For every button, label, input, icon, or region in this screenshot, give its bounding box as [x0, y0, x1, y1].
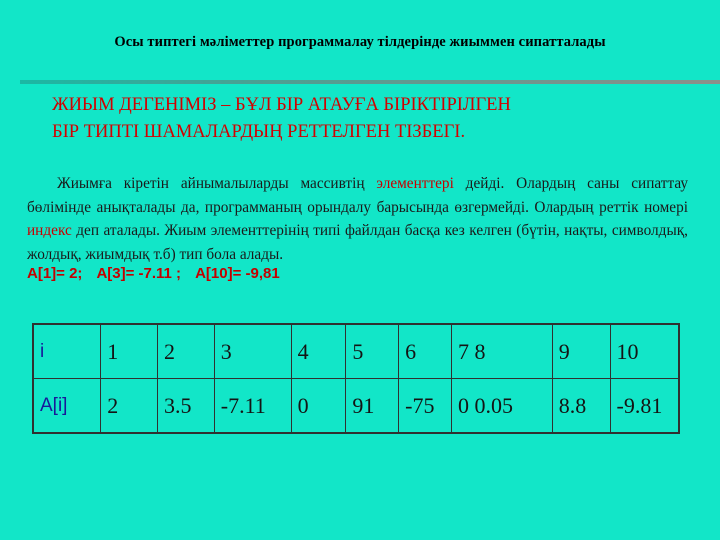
index-cell: 6: [399, 324, 452, 379]
value-cell: -75: [399, 379, 452, 434]
index-cell: 9: [552, 324, 610, 379]
value-cell: 91: [346, 379, 399, 434]
term-index: индекс: [27, 222, 72, 239]
value-cell: -9.81: [610, 379, 679, 434]
value-cell: 8.8: [552, 379, 610, 434]
index-cell: 1: [101, 324, 158, 379]
value-label: A[i]: [40, 394, 68, 416]
index-cell: 7 8: [452, 324, 553, 379]
index-cell: 2: [157, 324, 214, 379]
value-cell: 0: [291, 379, 346, 434]
heading-line-1: ЖИЫМ ДЕГЕНІМІЗ – БҰЛ БІР АТАУҒА БІРІКТІРІЛГЕН: [52, 95, 511, 115]
description-paragraph: [27, 172, 688, 266]
paragraph-part-2: дейді. Олардың саны сипаттау бөлімінде анықталады да, программаның орындалу барысында өзгермейді. Олардың реттік номері: [27, 175, 688, 216]
index-cell: 4: [291, 324, 346, 379]
index-label: i: [33, 324, 101, 379]
example-3: A[10]= -9,81: [195, 265, 280, 282]
term-elements: элементтері: [376, 175, 454, 192]
index-cell: 5: [346, 324, 399, 379]
heading-line-2: БІР ТИПТІ ШАМАЛАРДЫҢ РЕТТЕЛГЕН ТІЗБЕГІ.: [52, 122, 466, 142]
example-assignments: [27, 265, 294, 282]
value-cell: 2: [101, 379, 158, 434]
slide-title: Осы типтегі мәліметтер программалау тілдерінде жиыммен сипатталады: [114, 34, 606, 50]
value-cell: 3.5: [157, 379, 214, 434]
array-table: [32, 323, 680, 434]
example-2: A[3]= -7.11 ;: [96, 265, 182, 282]
value-cell: 0 0.05: [452, 379, 553, 434]
example-1: A[1]= 2;: [27, 265, 83, 282]
definition-heading: [52, 92, 692, 146]
value-row: [33, 379, 679, 434]
value-cell: -7.11: [214, 379, 291, 434]
title-divider: [20, 80, 720, 84]
index-cell: 10: [610, 324, 679, 379]
index-cell: 3: [214, 324, 291, 379]
paragraph-part-3: деп аталады. Жиым элементтерінің типі файлдан басқа кез келген (бүтін, нақты, символдық, жолдық, жиымдық т.б) тип бола алады.: [27, 222, 688, 263]
index-row: [33, 324, 679, 379]
paragraph-part-1: Жиымға кіретін айнымалыларды массивтің: [57, 175, 377, 192]
